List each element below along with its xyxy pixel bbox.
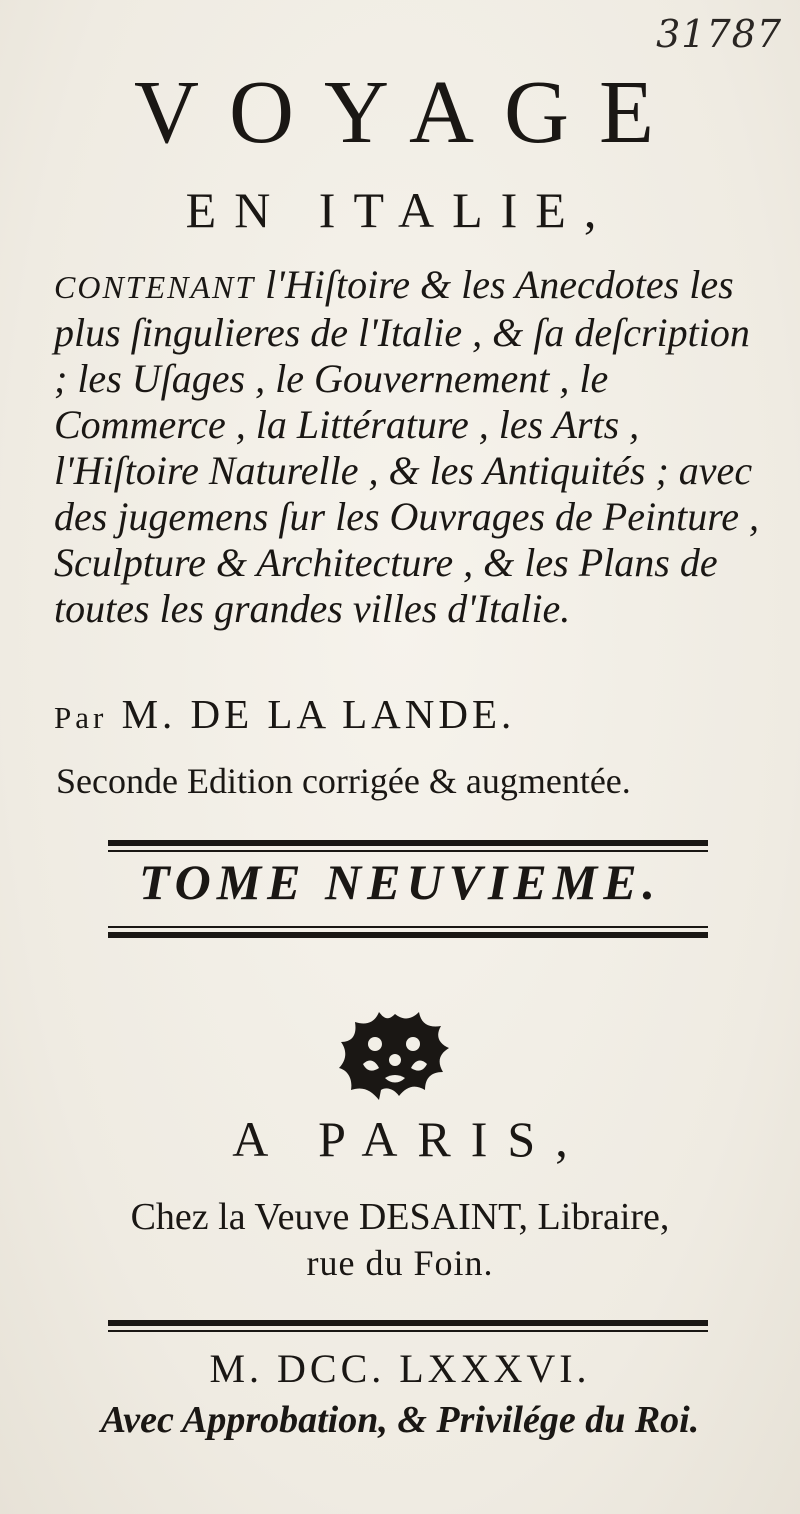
author-line [54,690,774,738]
imprint-address: rue du Foin. [306,1243,494,1283]
rule-top-thick [108,840,708,846]
author-prefix: Par [54,700,108,735]
author-name: M. DE LA LANDE. [121,691,516,737]
rule-bottom-thin [108,926,708,928]
rule-imprint-thick [108,1320,708,1326]
description-text: l'Hiſtoire & les Anecdotes les plus ſingulieres de l'Italie , & ſa deſcription ; les Uſages , le Gouvernement , le Commerce , la Littérature , les Arts , l'Hiſtoire Naturelle , & les Antiquités ; avec des jugemens ſur les Ouvrages de Peinture , Sculpture & Architecture , & les Plans de toutes les grandes villes d'Italie. [54,262,760,631]
rule-bottom-thick [108,932,708,938]
volume-label: TOME NEUVIEME. [138,854,662,910]
imprint-city: A PARIS, [232,1111,588,1167]
description-lead: CONTENANT [54,269,256,305]
book-description [54,262,764,632]
imprint-year: M. DCC. LXXXVI. [209,1346,591,1391]
fleuron-ornament-icon [335,1010,455,1106]
book-subtitle: EN ITALIE, [185,182,615,238]
shelfmark-number: 31787 [656,12,782,56]
rule-top-thin [108,850,708,852]
imprint-privilege: Avec Approbation, & Privilége du Roi. [100,1399,700,1441]
edition-statement: Seconde Edition corrigée & augmentée. [56,761,631,801]
imprint-publisher: Chez la Veuve DESAINT, Libraire, [130,1196,670,1238]
rule-imprint-thin [108,1330,708,1332]
book-title: VOYAGE [134,63,684,162]
